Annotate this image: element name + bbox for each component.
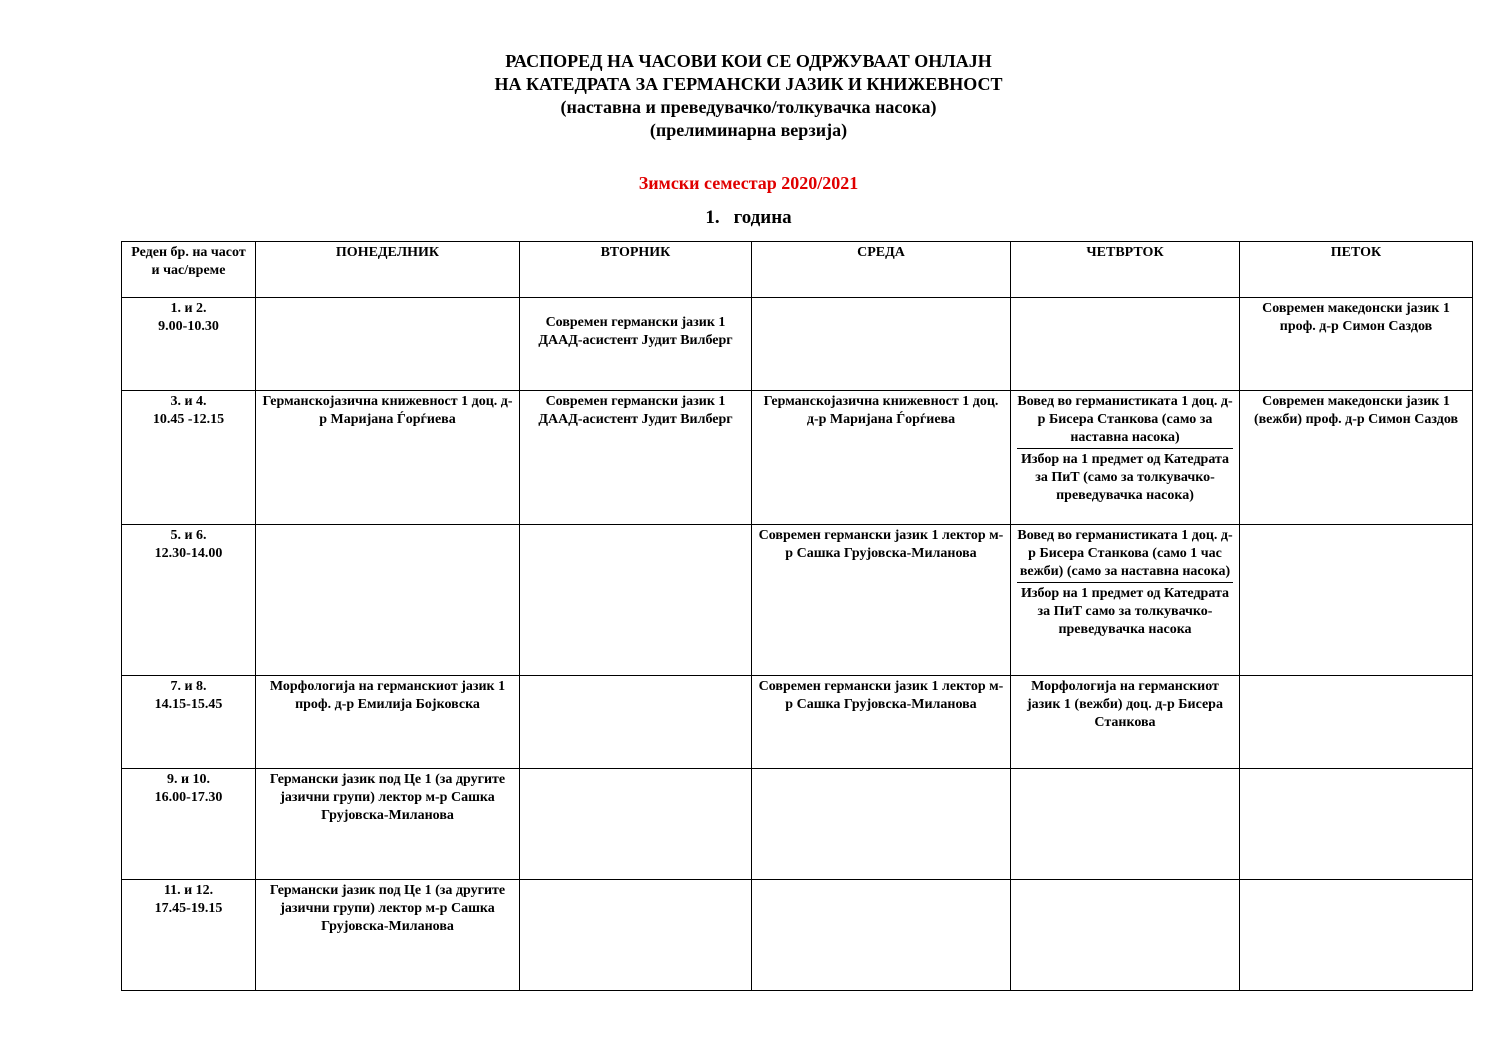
class-text-interpreting-track: Избор на 1 предмет од Катедрата за ПиТ само за толкувачко-преведувачка насока [1020, 586, 1230, 637]
header-wednesday: СРЕДА [752, 242, 1011, 298]
table-row [122, 769, 1473, 880]
title-line-4: (прелиминарна верзија) [649, 120, 848, 140]
class-cell-tuesday [520, 298, 752, 391]
class-cell-friday [1240, 880, 1473, 991]
header-friday: ПЕТОК [1240, 242, 1473, 298]
title-line-3: (наставна и преведувачко/толкувачка насока) [560, 97, 937, 117]
slot-time: 14.15-15.45 [154, 697, 223, 712]
year-heading [0, 207, 1497, 229]
slot-time: 9.00-10.30 [158, 319, 219, 334]
class-cell-friday: Современ македонски јазик 1 (вежби) проф. д-р Симон Саздов [1240, 391, 1473, 525]
class-cell-friday [1240, 676, 1473, 769]
class-cell-monday: Германски јазик под Це 1 (за другите јазични групи) лектор м-р Сашка Грујовска-Миланова [256, 880, 520, 991]
slot-time: 17.45-19.15 [154, 901, 223, 916]
schedule-table [121, 241, 1473, 991]
class-cell-tuesday: Современ германски јазик 1 ДААД-асистент Јудит Вилберг [520, 391, 752, 525]
class-cell-thursday [1011, 769, 1240, 880]
slot-number: 11. и 12. [163, 883, 214, 898]
class-cell-wednesday: Германскојазична книжевност 1 доц. д-р Маријана Ѓорѓиева [752, 391, 1011, 525]
time-slot-cell [122, 298, 256, 391]
class-cell-thursday [1011, 391, 1240, 525]
time-slot-cell [122, 769, 256, 880]
class-cell-wednesday [752, 298, 1011, 391]
slot-number: 3. и 4. [170, 394, 207, 409]
time-slot-cell [122, 676, 256, 769]
table-row [122, 525, 1473, 676]
class-cell-wednesday: Современ германски јазик 1 лектор м-р Сашка Грујовска-Миланова [752, 676, 1011, 769]
header-tuesday: ВТОРНИК [520, 242, 752, 298]
table-row [122, 880, 1473, 991]
header-monday: ПОНЕДЕЛНИК [256, 242, 520, 298]
class-cell-wednesday [752, 880, 1011, 991]
title-line-2: НА КАТЕДРАТА ЗА ГЕРМАНСКИ ЈАЗИК И КНИЖЕВНОСТ [494, 74, 1003, 94]
class-cell-thursday [1011, 880, 1240, 991]
class-cell-wednesday: Современ германски јазик 1 лектор м-р Сашка Грујовска-Миланова [752, 525, 1011, 676]
class-cell-friday: Современ македонски јазик 1 проф. д-р Симон Саздов [1240, 298, 1473, 391]
class-cell-friday [1240, 525, 1473, 676]
class-cell-tuesday [520, 769, 752, 880]
table-row [122, 298, 1473, 391]
class-cell-wednesday [752, 769, 1011, 880]
class-text: Современ германски јазик 1 ДААД-асистент Јудит Вилберг [538, 315, 733, 348]
header-thursday: ЧЕТВРТОК [1011, 242, 1240, 298]
semester-heading: Зимски семестар 2020/2021 [638, 173, 859, 193]
time-slot-cell [122, 391, 256, 525]
class-cell-tuesday [520, 880, 752, 991]
class-cell-thursday [1011, 298, 1240, 391]
class-cell-monday [256, 298, 520, 391]
class-cell-monday: Морфологија на германскиот јазик 1 проф. д-р Емилија Бојковска [256, 676, 520, 769]
slot-time: 10.45 -12.15 [152, 412, 225, 427]
class-cell-thursday: Морфологија на германскиот јазик 1 (вежби) доц. д-р Бисера Станкова [1011, 676, 1240, 769]
slot-number: 1. и 2. [170, 301, 207, 316]
header-row [122, 242, 1473, 298]
class-cell-monday: Германски јазик под Це 1 (за другите јазични групи) лектор м-р Сашка Грујовска-Миланова [256, 769, 520, 880]
year-label: година [733, 207, 792, 228]
class-cell-tuesday [520, 525, 752, 676]
slot-number: 9. и 10. [166, 772, 211, 787]
slot-time: 12.30-14.00 [154, 546, 223, 561]
time-slot-cell [122, 525, 256, 676]
class-text-interpreting-track: Избор на 1 предмет од Катедрата за ПиТ (само за толкувачко-преведувачка насока) [1020, 452, 1230, 503]
title-line-1: РАСПОРЕД НА ЧАСОВИ КОИ СЕ ОДРЖУВААТ ОНЛАЈН [505, 51, 992, 71]
class-cell-monday [256, 525, 520, 676]
class-cell-tuesday [520, 676, 752, 769]
table-row [122, 676, 1473, 769]
time-slot-cell [122, 880, 256, 991]
table-row [122, 391, 1473, 525]
slot-number: 7. и 8. [170, 679, 207, 694]
class-cell-monday: Германскојазична книжевност 1 доц. д-р Маријана Ѓорѓиева [256, 391, 520, 525]
year-number: 1. [705, 207, 720, 228]
class-cell-thursday [1011, 525, 1240, 676]
class-text-teaching-track: Вовед во германистиката 1 доц. д-р Бисера Станкова (само 1 час вежби) (само за наставна насока) [1017, 527, 1233, 583]
class-text-teaching-track: Вовед во германистиката 1 доц. д-р Бисера Станкова (само за наставна насока) [1017, 393, 1233, 449]
header-slot: Реден бр. на часот и час/време [122, 242, 256, 298]
document-title [0, 50, 1497, 142]
slot-time: 16.00-17.30 [154, 790, 223, 805]
class-cell-friday [1240, 769, 1473, 880]
slot-number: 5. и 6. [170, 528, 207, 543]
